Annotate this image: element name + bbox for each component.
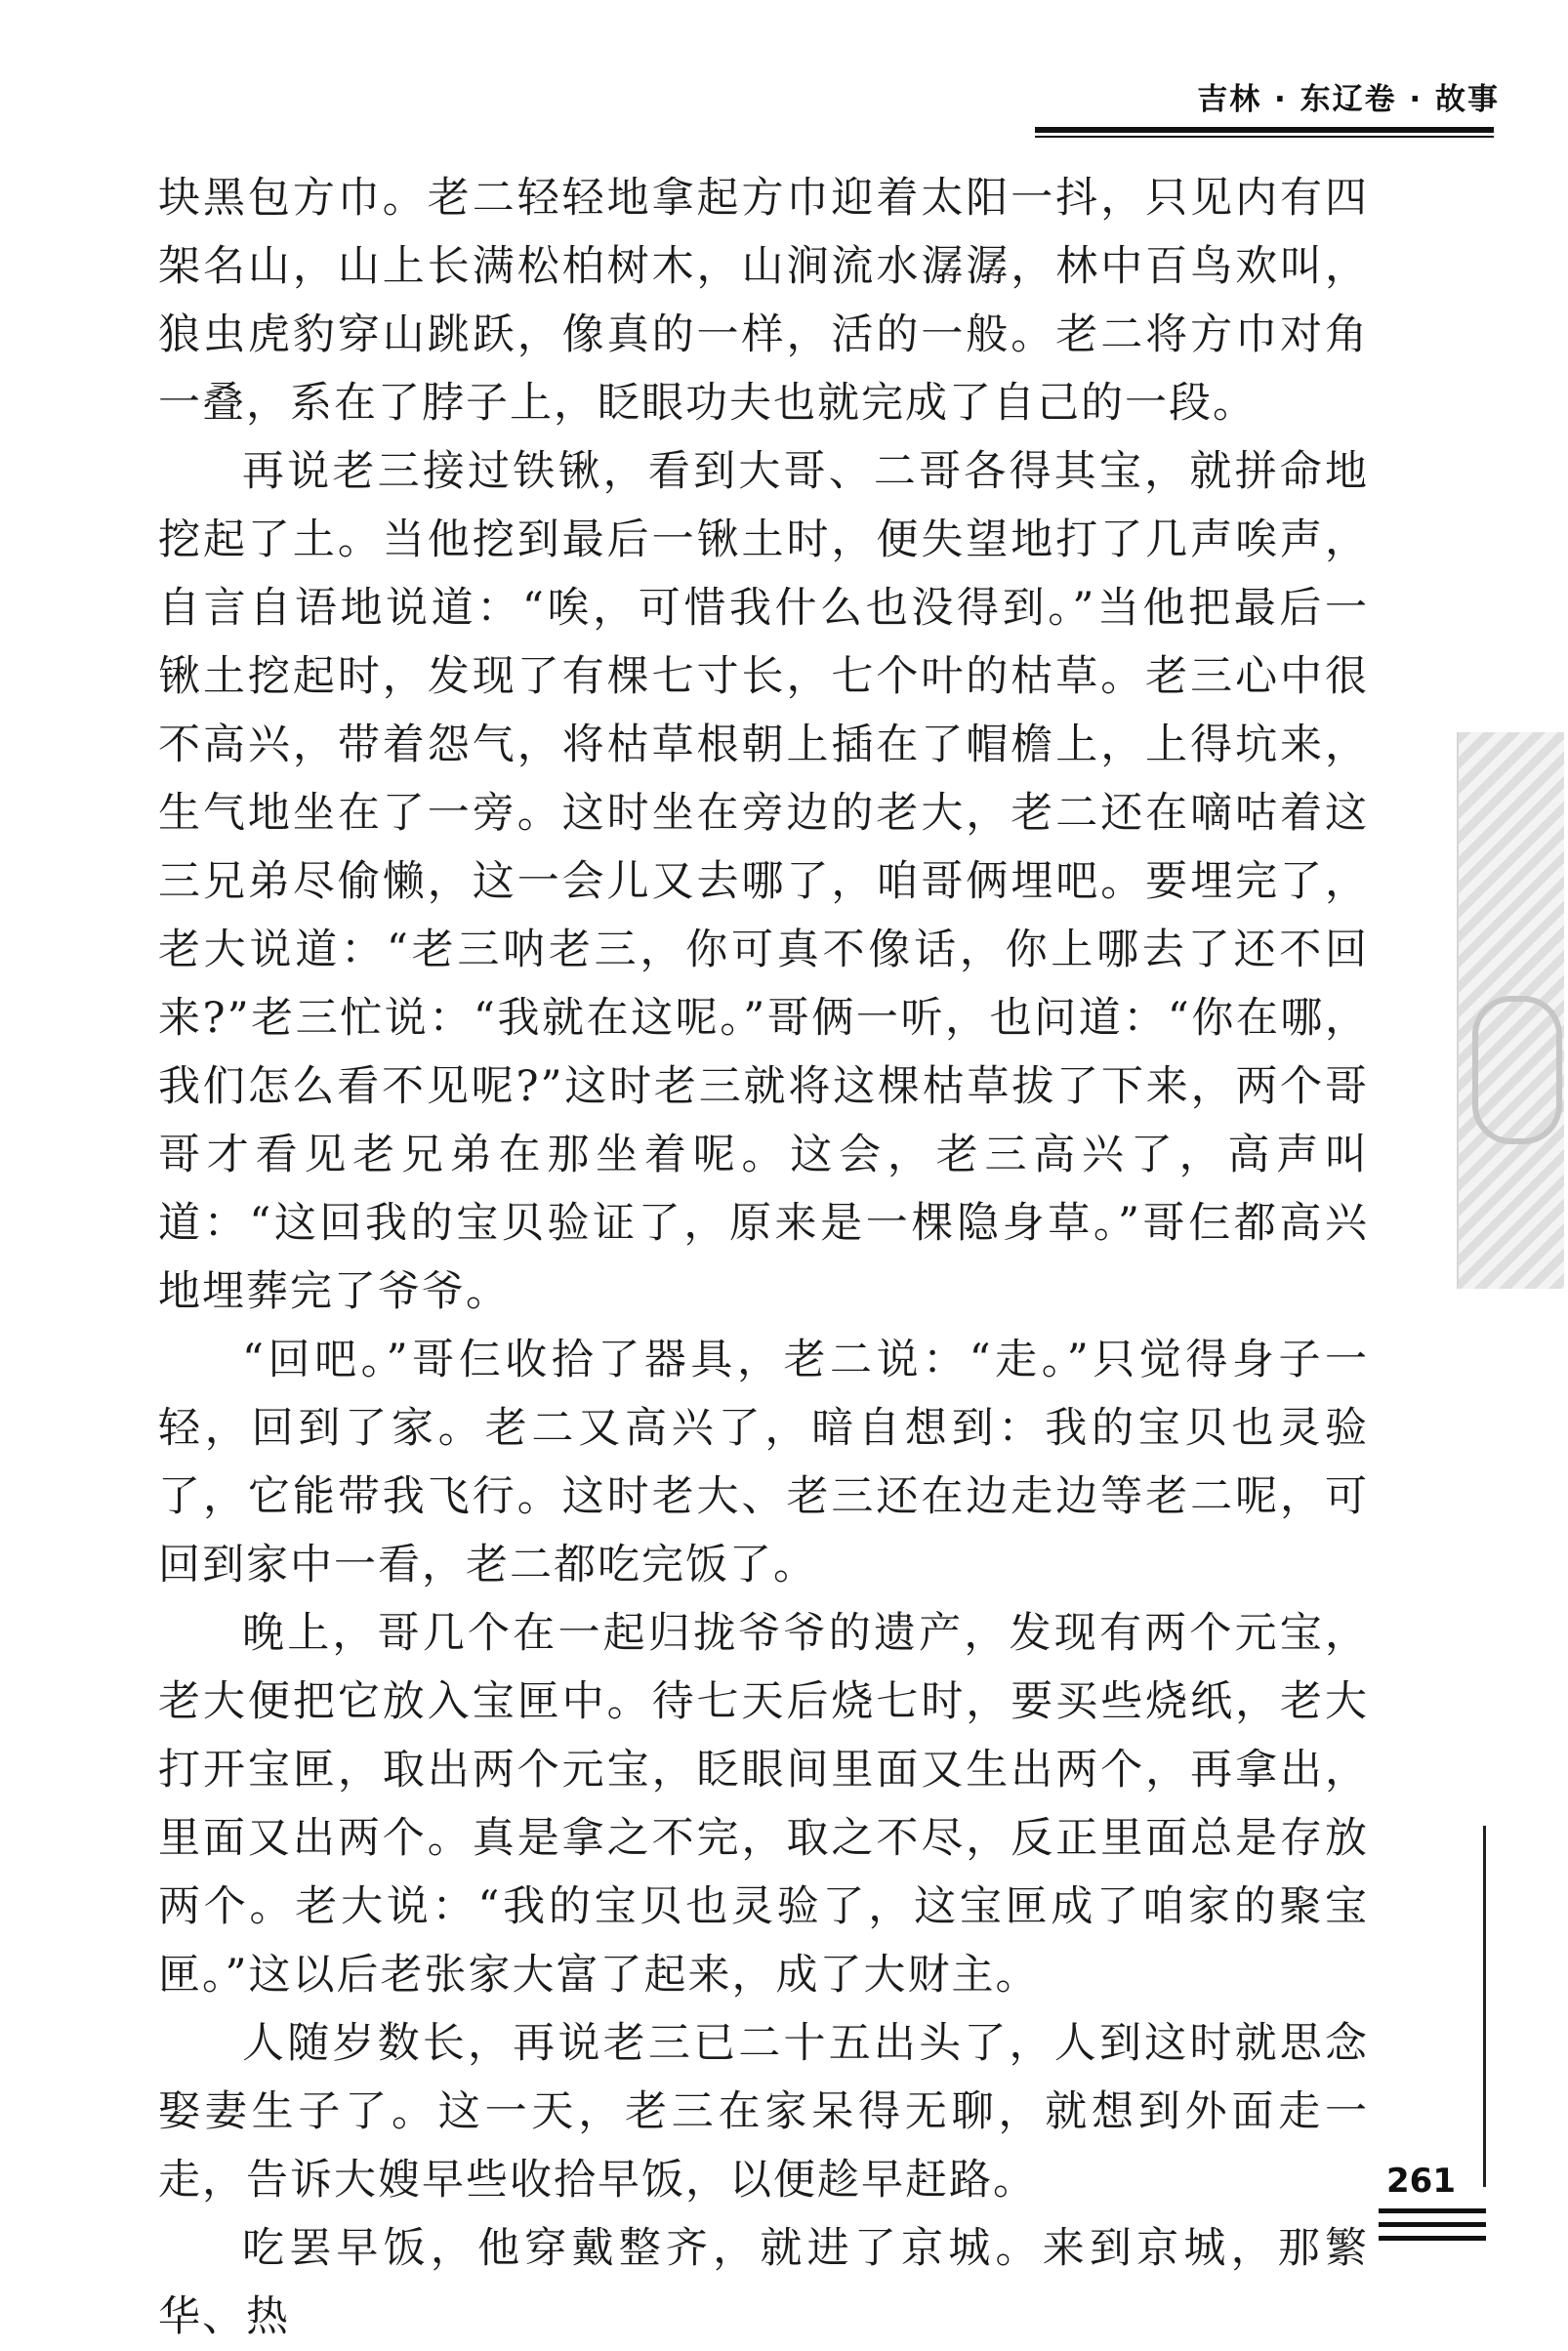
margin-ornament-image: [1457, 732, 1564, 1289]
footer-bar: [1379, 2222, 1486, 2227]
header-rule-thin: [1035, 136, 1494, 138]
footer-bar: [1379, 2236, 1486, 2241]
body-text: [158, 164, 1369, 2351]
paragraph: 晚上，哥几个在一起归拢爷爷的遗产，发现有两个元宝，老大便把它放入宝匣中。待七天后烧七时，要买些烧纸，老大打开宝匣，取出两个元宝，眨眼间里面又生出两个，再拿出，里面又出两个。真是拿之不完，取之不尽，反正里面总是存放两个。老大说：“我的宝贝也灵验了，这宝匣成了咱家的聚宝匣。”这以后老张家大富了起来，成了大财主。: [158, 1609, 1369, 2000]
running-header: 吉林 · 东辽卷 · 故事: [1197, 82, 1500, 117]
paragraph: 吃罢早饭，他穿戴整齐，就进了京城。来到京城，那繁华、热: [158, 2224, 1369, 2341]
header-rule: [1035, 127, 1494, 133]
paragraph: 再说老三接过铁锹，看到大哥、二哥各得其宝，就拼命地挖起了土。当他挖到最后一锹土时，便失望地打了几声唉声，自言自语地说道：“唉，可惜我什么也没得到。”当他把最后一锹土挖起时，发现了有棵七寸长，七个叶的枯草。老三心中很不高兴，带着怨气，将枯草根朝上插在了帽檐上，上得坑来，生气地坐在了一旁。这时坐在旁边的老大，老二还在嘀咕着这三兄弟尽偷懒，这一会儿又去哪了，咱哥俩埋吧。要埋完了，老大说道：“老三呐老三，你可真不像话，你上哪去了还不回来?”老三忙说：“我就在这呢。”哥俩一听，也问道：“你在哪，我们怎么看不见呢?”这时老三就将这棵枯草拔了下来，两个哥哥才看见老兄弟在那坐着呢。这会，老三高兴了，高声叫道：“这回我的宝贝验证了，原来是一棵隐身草。”哥仨都高兴地埋葬完了爷爷。: [158, 447, 1369, 1316]
paragraph: “回吧。”哥仨收拾了器具，老二说：“走。”只觉得身子一轻，回到了家。老二又高兴了，暗自想到：我的宝贝也灵验了，它能带我飞行。这时老大、老三还在边走边等老二呢，可回到家中一看，老二都吃完饭了。: [158, 1336, 1369, 1589]
footer-bar: [1379, 2208, 1486, 2213]
margin-rule: [1483, 1826, 1486, 2187]
page-number: 261: [1386, 2162, 1456, 2201]
paragraph: 人随岁数长，再说老三已二十五出头了，人到这时就思念娶妻生子了。这一天，老三在家呆得无聊，就想到外面走一走，告诉大嫂早些收拾早饭，以便趁早赶路。: [158, 2019, 1369, 2205]
paragraph: 块黑包方巾。老二轻轻地拿起方巾迎着太阳一抖，只见内有四架名山，山上长满松柏树木，山涧流水潺潺，林中百鸟欢叫，狼虫虎豹穿山跳跃，像真的一样，活的一般。老二将方巾对角一叠，系在了脖子上，眨眼功夫也就完成了自己的一段。: [158, 174, 1369, 428]
